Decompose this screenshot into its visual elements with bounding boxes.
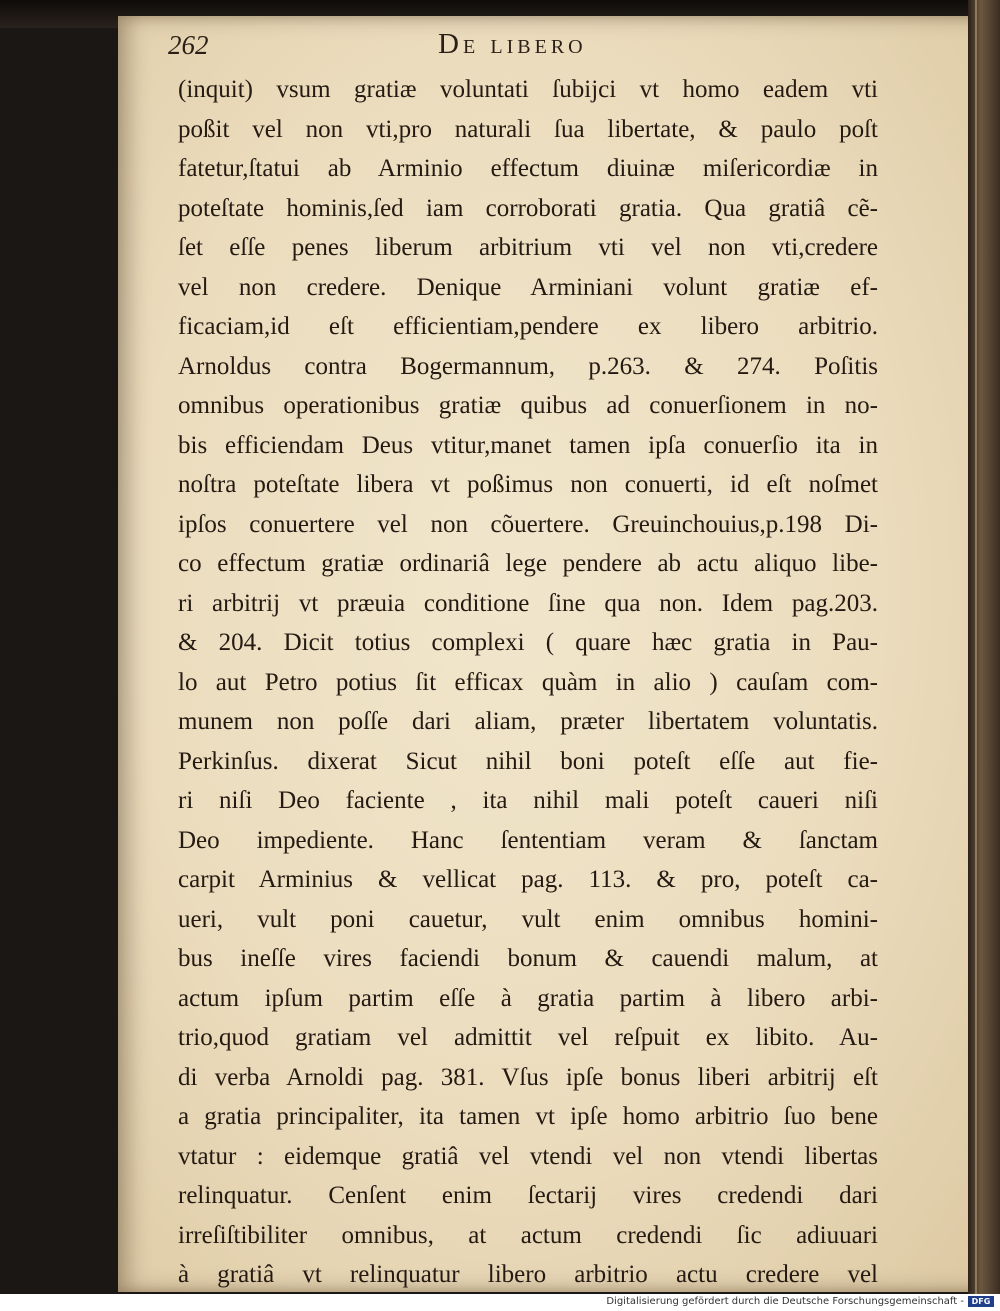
text-line: Arnoldus contra Bogermannum, p.263. & 274. Poſitis <box>178 352 878 380</box>
text-line: poteſtate hominis,ſed iam corroborati gratia. Qua gratiâ cẽ- <box>178 194 878 222</box>
text-line: co effectum gratiæ ordinariâ lege pendere ab actu aliquo libe- <box>178 550 878 577</box>
text-line: ueri, vult poni cauetur, vult enim omnibus homini- <box>178 905 878 933</box>
text-line: ſet eſſe penes liberum arbitrium vti vel non vti,credere <box>178 234 878 261</box>
text-line: à gratiâ vt relinquatur libero arbitrio actu credere vel <box>178 1261 878 1288</box>
text-line: omnibus operationibus gratiæ quibus ad conuerſionem in no- <box>178 392 878 419</box>
text-line: fatetur,ſtatui ab Arminio effectum diuinæ miſericordiæ in <box>178 155 878 182</box>
text-line: noſtra poteſtate libera vt poßimus non conuerti, id eſt noſmet <box>178 471 878 498</box>
text-line: vel non credere. Denique Arminiani volunt gratiæ ef- <box>178 273 878 301</box>
text-body <box>178 70 878 1295</box>
text-line: poßit vel non vti,pro naturali ſua libertate, & paulo poſt <box>178 115 878 143</box>
text-line: irreſiſtibiliter omnibus, at actum credendi ſic adiuuari <box>178 1221 878 1249</box>
text-line: bus ineſſe vires faciendi bonum & cauendi malum, at <box>178 945 878 972</box>
text-line: ficaciam,id eſt efficientiam,pendere ex libero arbitrio. <box>178 313 878 340</box>
text-line: lo aut Petro potius ſit efficax quàm in alio ) cauſam com- <box>178 668 878 696</box>
running-head: De libero <box>438 28 587 60</box>
dfg-logo: DFG <box>968 1296 994 1307</box>
text-line: di verba Arnoldi pag. 381. Vſus ipſe bonus liberi arbitrij eſt <box>178 1063 878 1091</box>
text-line: ipſos conuertere vel non cõuertere. Greuinchouius,p.198 Di- <box>178 510 878 538</box>
text-line: bis efficiendam Deus vtitur,manet tamen ipſa conuerſio ita in <box>178 431 878 459</box>
digitization-credit: Digitalisierung gefördert durch die Deutsche Forschungsgemeinschaft - <box>606 1296 964 1307</box>
text-line: carpit Arminius & vellicat pag. 113. & pro, poteſt ca- <box>178 866 878 893</box>
text-line: Perkinſus. dixerat Sicut nihil boni poteſt eſſe aut fie- <box>178 747 878 775</box>
text-line: actum ipſum partim eſſe à gratia partim à libero arbi- <box>178 984 878 1012</box>
text-line: & 204. Dicit totius complexi ( quare hæc gratia in Pau- <box>178 629 878 656</box>
text-line: a gratia principaliter, ita tamen vt ipſe homo arbitrio ſuo bene <box>178 1103 878 1130</box>
text-line: munem non poſſe dari aliam, præter libertatem voluntatis. <box>178 708 878 735</box>
page-edge-shadow <box>968 0 1000 1311</box>
text-line: ri arbitrij vt præuia conditione ſine qua non. Idem pag.203. <box>178 589 878 617</box>
text-line: ri niſi Deo faciente , ita nihil mali poteſt caueri niſi <box>178 787 878 814</box>
text-line: Deo impediente. Hanc ſententiam veram & ſanctam <box>178 826 878 854</box>
page-number: 262 <box>168 30 209 60</box>
text-line: relinquatur. Cenſent enim ſectarij vires credendi dari <box>178 1182 878 1209</box>
text-line: vtatur : eidemque gratiâ vel vtendi vel non vtendi libertas <box>178 1142 878 1170</box>
text-line: (inquit) vsum gratiæ voluntati ſubijci vt homo eadem vti <box>178 76 878 103</box>
text-line: trio,quod gratiam vel admittit vel reſpuit ex libito. Au- <box>178 1024 878 1051</box>
page-header <box>168 30 888 66</box>
page-edge-line <box>975 0 977 1300</box>
